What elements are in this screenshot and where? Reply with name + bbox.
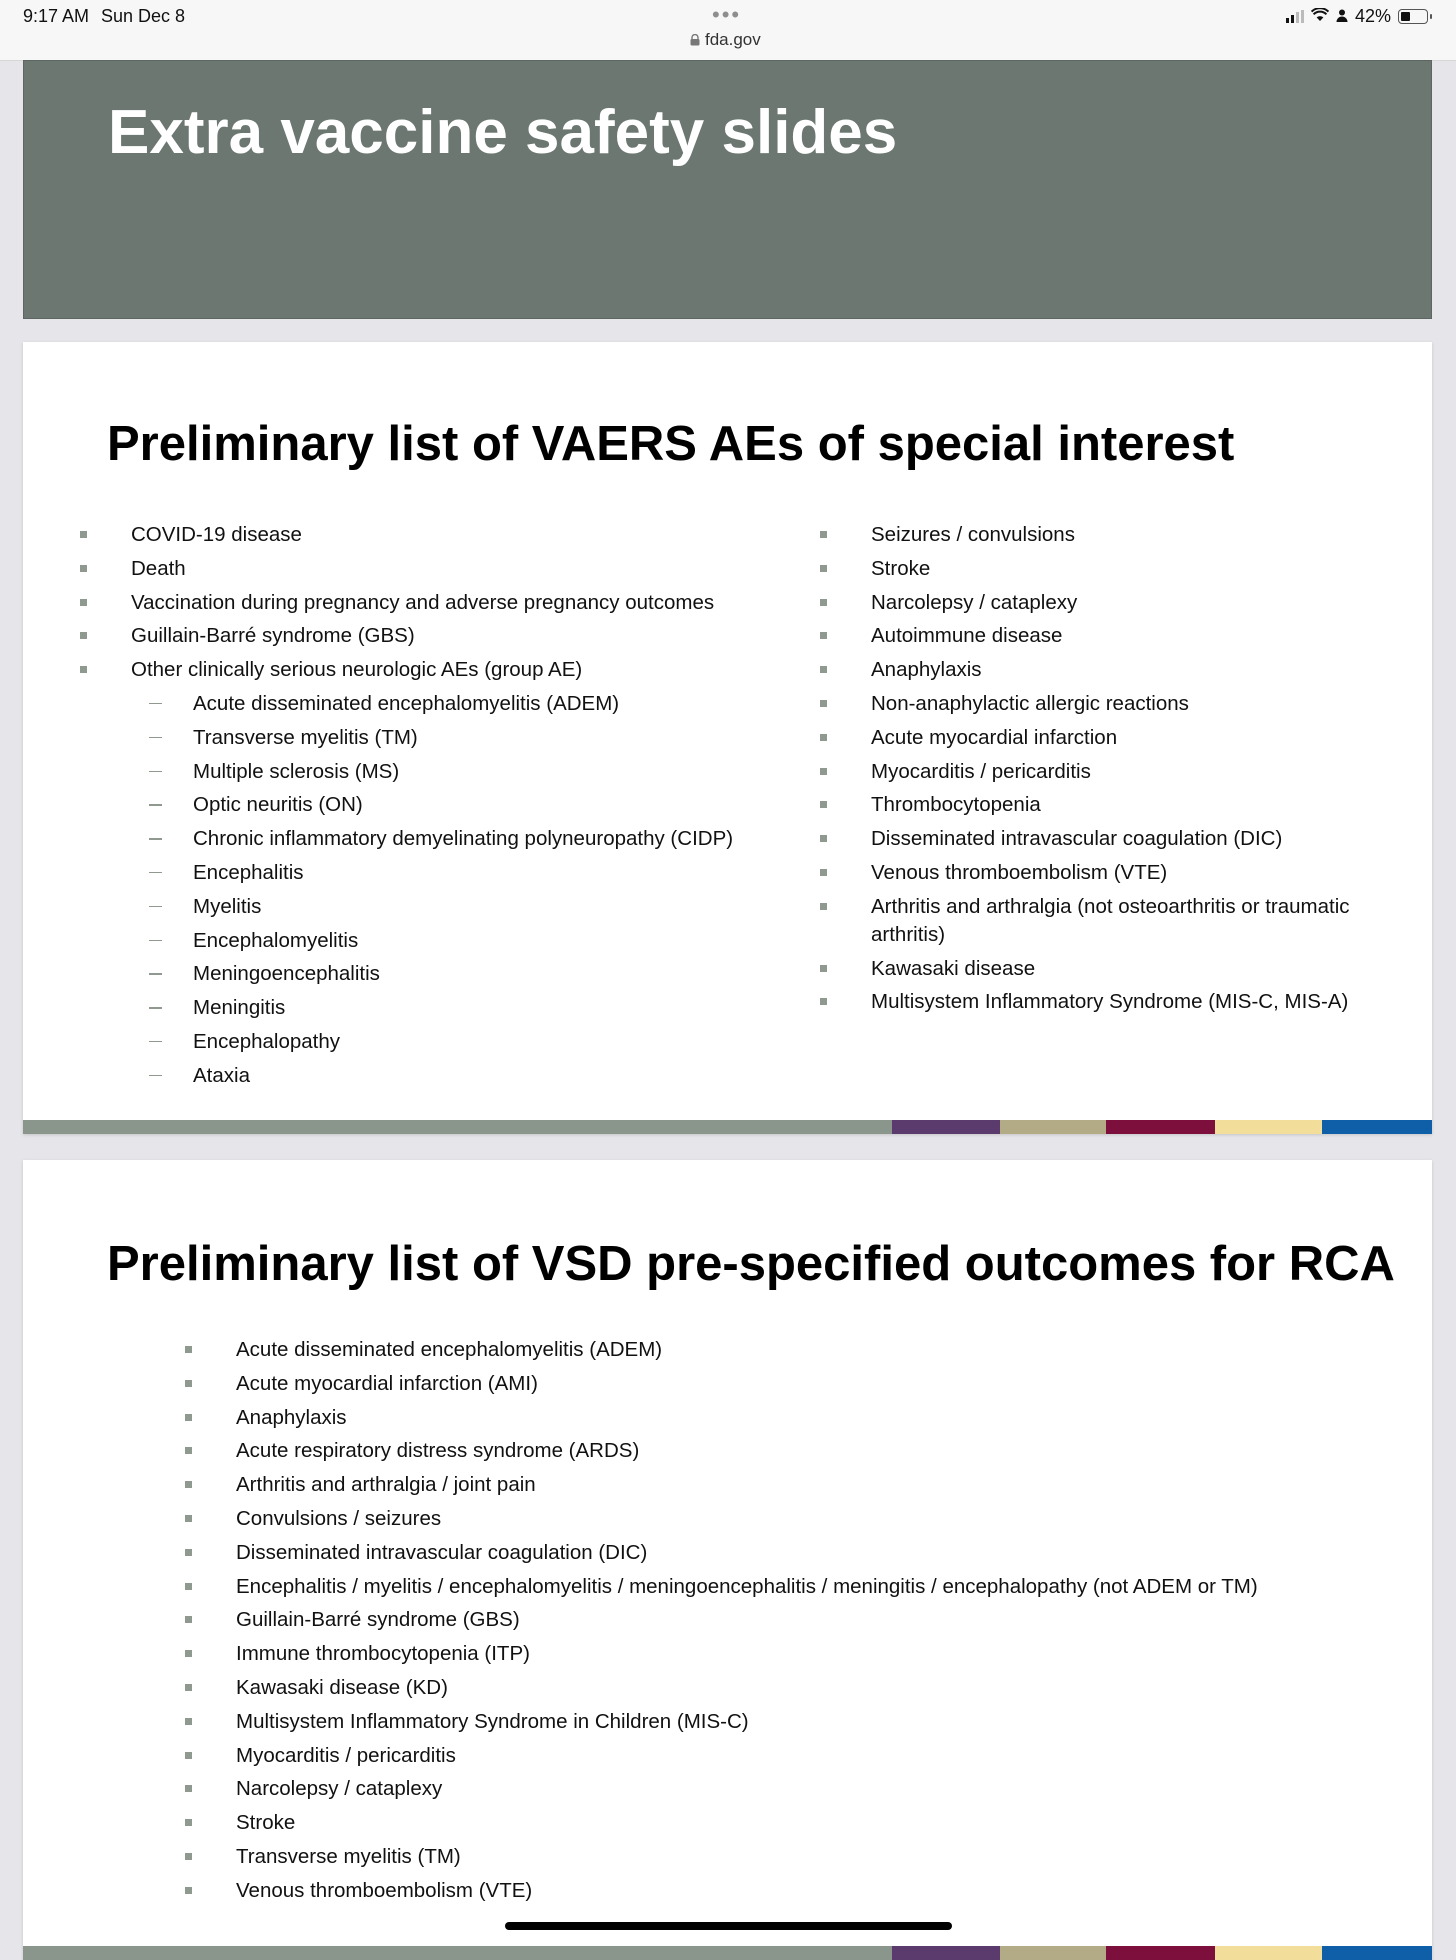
list-item-text: Optic neuritis (ON) <box>193 793 363 817</box>
footer-segment-grey <box>23 1946 892 1960</box>
list-item-text: Vaccination during pregnancy and adverse pregnancy outcomes <box>131 590 715 614</box>
list-item <box>131 521 771 549</box>
list-item <box>236 1471 1386 1499</box>
list-item-text: COVID-19 disease <box>131 523 302 546</box>
list-item-text: Ataxia <box>193 1063 250 1087</box>
list-item-text: Encephalopathy <box>193 1029 341 1053</box>
list-item <box>236 1573 1386 1601</box>
list-item <box>131 791 771 819</box>
footer-segment-blue <box>1322 1120 1432 1134</box>
list-item-text: Meningoencephalitis <box>193 962 380 986</box>
browser-top-bar <box>0 0 1456 61</box>
list-item <box>871 825 1411 853</box>
list-item <box>871 555 1411 583</box>
list-item-text: Kawasaki disease <box>871 956 1036 980</box>
list-item <box>871 724 1411 752</box>
list-item-text: Seizures / convulsions <box>871 523 1075 546</box>
list-item <box>236 1437 1386 1465</box>
dash-bullet-icon <box>149 1041 162 1043</box>
list-item-text: Thrombocytopenia <box>871 793 1041 817</box>
list-item-text: Kawasaki disease (KD) <box>236 1675 448 1699</box>
slide-title: Preliminary list of VSD pre-specified outcomes for RCA <box>107 1237 1395 1291</box>
title-slide <box>23 60 1432 319</box>
list-item-text: Venous thromboembolism (VTE) <box>871 860 1168 884</box>
list-item-text: Stroke <box>871 556 931 580</box>
list-item <box>871 893 1411 949</box>
list-item <box>236 1877 1386 1905</box>
dash-bullet-icon <box>149 940 162 942</box>
list-item-text: Transverse myelitis (TM) <box>193 725 418 749</box>
list-item <box>131 622 771 650</box>
list-item-text: Multiple sclerosis (MS) <box>193 759 400 783</box>
list-item-text: Anaphylaxis <box>871 658 982 682</box>
wifi-icon <box>1311 6 1329 27</box>
list-item <box>131 656 771 684</box>
dash-bullet-icon <box>149 771 162 773</box>
dash-bullet-icon <box>149 973 162 975</box>
person-icon <box>1336 6 1348 27</box>
list-item <box>131 859 771 887</box>
vsd-slide <box>23 1160 1432 1960</box>
dash-bullet-icon <box>149 703 162 705</box>
footer-segment-maroon <box>1106 1120 1215 1134</box>
cellular-signal-icon <box>1286 10 1304 23</box>
battery-fill <box>1401 12 1410 21</box>
list-item <box>131 690 771 718</box>
list-item <box>871 859 1411 887</box>
list-item-text: Narcolepsy / cataplexy <box>871 590 1078 614</box>
dash-bullet-icon <box>149 1075 162 1077</box>
list-item-text: Non-anaphylactic allergic reactions <box>871 691 1189 715</box>
footer-segment-blue <box>1322 1946 1432 1960</box>
list-item-text: Venous thromboembolism (VTE) <box>236 1878 533 1902</box>
footer-segment-maroon <box>1106 1946 1215 1960</box>
dash-bullet-icon <box>149 737 162 739</box>
list-item-text: Myocarditis / pericarditis <box>871 759 1091 783</box>
dash-bullet-icon <box>149 804 162 806</box>
footer-segment-yellow <box>1215 1120 1322 1134</box>
list-item <box>236 1775 1386 1803</box>
list-item <box>131 1028 771 1056</box>
list-item-text: Arthritis and arthralgia / joint pain <box>236 1473 536 1497</box>
list-item <box>131 724 771 752</box>
list-item <box>236 1505 1386 1533</box>
list-item-text: Meningitis <box>193 996 286 1020</box>
vaers-slide <box>23 342 1432 1134</box>
list-item <box>131 893 771 921</box>
address-bar[interactable] <box>690 30 761 50</box>
list-item <box>131 555 771 583</box>
list-item <box>871 521 1411 549</box>
list-item-text: Myocarditis / pericarditis <box>236 1743 456 1767</box>
list-item-text: Guillain-Barré syndrome (GBS) <box>236 1608 520 1632</box>
dash-bullet-icon <box>149 906 162 908</box>
list-item-text: Encephalomyelitis <box>193 928 359 952</box>
list-item <box>131 960 771 988</box>
home-indicator[interactable] <box>505 1922 952 1930</box>
slide-title: Extra vaccine safety slides <box>108 98 898 167</box>
status-date: Sun Dec 8 <box>101 6 186 26</box>
list-item <box>131 994 771 1022</box>
footer-segment-grey <box>23 1120 892 1134</box>
list-item <box>871 758 1411 786</box>
list-item <box>131 1062 771 1090</box>
slide-footer-bar <box>23 1946 1432 1960</box>
list-item-text: Encephalitis <box>193 860 304 884</box>
list-item-text: Anaphylaxis <box>236 1405 347 1429</box>
list-item-text: Convulsions / seizures <box>236 1506 442 1530</box>
list-item <box>236 1606 1386 1634</box>
list-item-text: Myelitis <box>193 894 262 918</box>
list-item-text: Immune thrombocytopenia (ITP) <box>236 1642 530 1666</box>
left-bullet-list <box>131 521 771 1090</box>
list-item-text: Disseminated intravascular coagulation (DIC) <box>871 827 1283 851</box>
list-item <box>236 1370 1386 1398</box>
list-item-text: Death <box>131 556 186 580</box>
slide-title: Preliminary list of VAERS AEs of special interest <box>107 417 1235 471</box>
dash-bullet-icon <box>149 872 162 874</box>
list-item-text: Multisystem Inflammatory Syndrome (MIS-C, MIS-A) <box>871 990 1349 1014</box>
list-item <box>236 1640 1386 1668</box>
list-item-text: Acute disseminated encephalomyelitis (ADEM) <box>236 1338 663 1361</box>
footer-segment-purple <box>892 1120 1000 1134</box>
list-item <box>131 927 771 955</box>
list-item <box>871 955 1411 983</box>
status-icons <box>1286 6 1428 27</box>
list-item <box>871 622 1411 650</box>
list-item <box>131 758 771 786</box>
footer-segment-purple <box>892 1946 1000 1960</box>
list-item-text: Narcolepsy / cataplexy <box>236 1777 443 1801</box>
list-item-text: Transverse myelitis (TM) <box>236 1844 461 1868</box>
list-item-text: Arthritis and arthralgia (not osteoarthritis or traumatic arthritis) <box>871 894 1350 946</box>
footer-segment-khaki <box>1000 1120 1106 1134</box>
more-dots-icon[interactable]: ••• <box>712 2 742 27</box>
list-item-text: Guillain-Barré syndrome (GBS) <box>131 624 415 648</box>
list-item-text: Multisystem Inflammatory Syndrome in Children (MIS-C) <box>236 1709 749 1733</box>
list-item <box>871 988 1411 1016</box>
list-item-text: Acute myocardial infarction <box>871 725 1118 749</box>
list-item <box>236 1742 1386 1770</box>
battery-icon <box>1398 9 1428 24</box>
vsd-bullet-list <box>236 1336 1386 1905</box>
list-item-text: Acute respiratory distress syndrome (ARDS) <box>236 1439 640 1463</box>
list-item <box>236 1674 1386 1702</box>
list-item <box>871 690 1411 718</box>
dash-bullet-icon <box>149 838 162 840</box>
footer-segment-khaki <box>1000 1946 1106 1960</box>
status-time: 9:17 AM <box>23 6 90 26</box>
lock-icon <box>690 34 700 46</box>
list-item-text: Encephalitis / myelitis / encephalomyelitis / meningoencephalitis / meningitis / encephalopathy (not ADEM or TM) <box>236 1574 1258 1598</box>
list-item <box>131 825 771 853</box>
list-item-text: Acute myocardial infarction (AMI) <box>236 1371 538 1395</box>
list-item <box>236 1336 1386 1364</box>
list-item-text: Stroke <box>236 1811 296 1835</box>
footer-segment-yellow <box>1215 1946 1322 1960</box>
list-item <box>871 791 1411 819</box>
list-item <box>871 589 1411 617</box>
dash-bullet-icon <box>149 1007 162 1009</box>
list-item <box>236 1708 1386 1736</box>
list-item-text: Chronic inflammatory demyelinating polyneuropathy (CIDP) <box>193 827 734 851</box>
battery-percent: 42% <box>1354 6 1391 26</box>
list-item <box>236 1809 1386 1837</box>
list-item-text: Acute disseminated encephalomyelitis (ADEM) <box>193 691 620 715</box>
list-item <box>236 1843 1386 1871</box>
list-item <box>236 1404 1386 1432</box>
list-item-text: Autoimmune disease <box>871 624 1063 648</box>
slide-footer-bar <box>23 1120 1432 1134</box>
list-item-text: Disseminated intravascular coagulation (DIC) <box>236 1540 648 1564</box>
list-item <box>131 589 771 617</box>
list-item-text: Other clinically serious neurologic AEs (group AE) <box>131 658 583 682</box>
list-item <box>871 656 1411 684</box>
list-item <box>236 1539 1386 1567</box>
right-bullet-list <box>871 521 1411 1016</box>
url-text: fda.gov <box>705 30 761 49</box>
